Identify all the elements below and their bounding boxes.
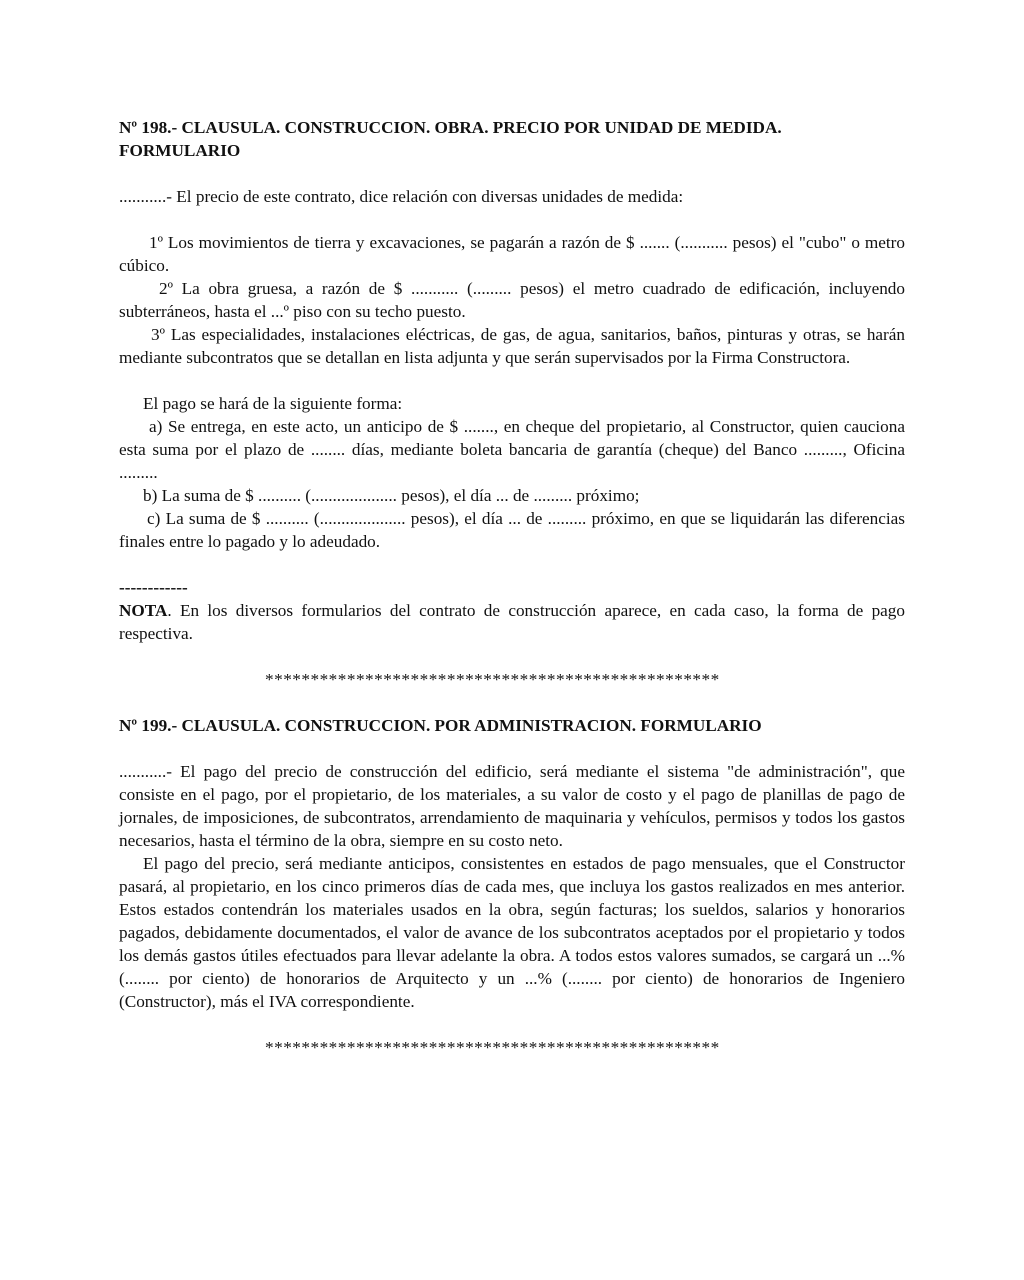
note-separator: ------------ — [119, 578, 188, 597]
payment-item-b: b) La suma de $ .......... (.................... pesos), el día ... de ......... próximo; — [143, 486, 640, 505]
asterisk-divider-2: ************************************************** — [265, 1038, 720, 1057]
payment-intro: El pago se hará de la siguiente forma: — [143, 394, 403, 413]
clause-199-paragraph-1: ...........- El pago del precio de construcción del edificio, será mediante el sistema "de administración", que consiste en el pago, por el propietario, de los materiales, a su valor de costo y el pago de planillas de pago de jornales, de imposiciones, de subcontratos, arrendamiento de maquinaria y vehículos, permisos y todos los gastos necesarios, hasta el término de la obra, siempre en su costo neto. — [119, 762, 905, 850]
document-page — [119, 116, 905, 1059]
clause-198-item-3: 3º Las especialidades, instalaciones eléctricas, de gas, de agua, sanitarios, baños, pinturas y otras, se harán mediante subcontratos que se detallan en lista adjunta y que serán supervisados por la Firma Constructora. — [119, 325, 905, 367]
note-paragraph — [119, 599, 905, 645]
clause-198-item-2: 2º La obra gruesa, a razón de $ ........... (......... pesos) el metro cuadrado de edificación, incluyendo subterráneos, hasta el ...º piso con su techo puesto. — [119, 279, 905, 321]
note-label: NOTA — [119, 601, 168, 620]
clause-198-heading: Nº 198.- CLAUSULA. CONSTRUCCION. OBRA. PRECIO POR UNIDAD DE MEDIDA. FORMULARIO — [119, 118, 782, 160]
clause-199-heading: Nº 199.- CLAUSULA. CONSTRUCCION. POR ADMINISTRACION. FORMULARIO — [119, 716, 762, 735]
clause-199-paragraph-2: El pago del precio, será mediante anticipos, consistentes en estados de pago mensuales, que el Constructor pasará, al propietario, en los cinco primeros días de cada mes, que incluya los gastos realizados en mes anterior. Estos estados contendrán los materiales usados en la obra, según facturas; los sueldos, salarios y honorarios pagados, debidamente documentados, el valor de avance de los subcontratos aceptados por el propietario y todos los demás gastos útiles efectuados para llevar adelante la obra. A todos estos valores sumados, se cargará un ...% (........ por ciento) de honorarios de Arquitecto y un ...% (........ por ciento) de honorarios de Ingeniero (Constructor), más el IVA correspondiente. — [119, 854, 905, 1011]
payment-item-a: a) Se entrega, en este acto, un anticipo de $ ......., en cheque del propietario, al Constructor, quien cauciona esta suma por el plazo de ........ días, mediante boleta bancaria de garantía (cheque) del Banco ........., Oficina ......... — [119, 417, 905, 482]
note-text: . En los diversos formularios del contrato de construcción aparece, en cada caso, la forma de pago respectiva. — [119, 601, 905, 643]
payment-item-c: c) La suma de $ .......... (.................... pesos), el día ... de ......... próximo, en que se liquidarán las diferencias finales entre lo pagado y lo adeudado. — [119, 509, 905, 551]
clause-198-intro: ...........- El precio de este contrato, dice relación con diversas unidades de medida: — [119, 187, 684, 206]
clause-198-item-1: 1º Los movimientos de tierra y excavaciones, se pagarán a razón de $ ....... (........... pesos) el "cubo" o metro cúbico. — [119, 233, 905, 275]
asterisk-divider-1: ************************************************** — [265, 670, 720, 689]
